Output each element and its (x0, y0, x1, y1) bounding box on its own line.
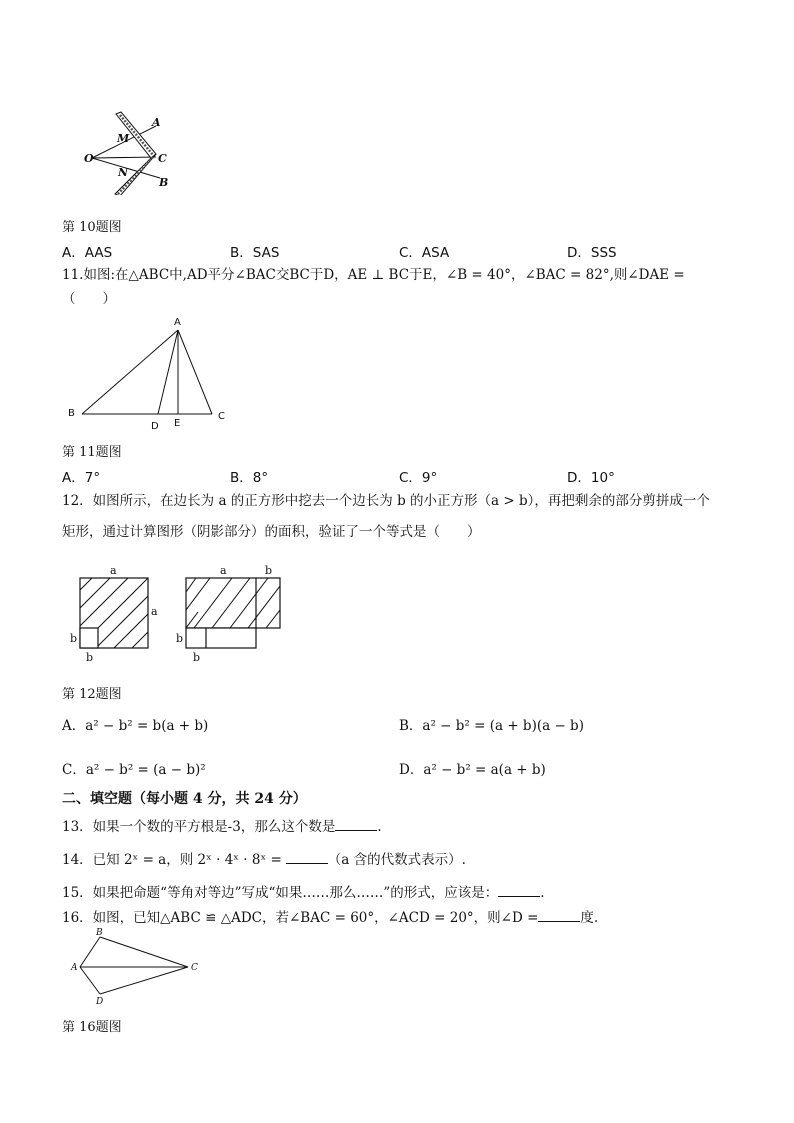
q14-answer-blank[interactable] (286, 849, 328, 864)
fig12-label-b-bottom-left: b (86, 651, 94, 664)
q11-option-d: D．10° (567, 470, 615, 486)
fig10-label-c: C (158, 152, 167, 165)
q14-text-pre: 14．已知 2ˣ = a，则 2ˣ · 4ˣ · 8ˣ = (62, 852, 282, 868)
fig12-right-rectangle (186, 578, 280, 648)
fig12-label-b-top-right: b (265, 564, 273, 577)
q12-option-c: C．a² − b² = (a − b)² (62, 762, 206, 778)
q15-text-pre: 15．如果把命题“等角对等边”写成“如果……那么……”的形式，应该是： (62, 885, 499, 901)
fig11-bisector-ad (158, 330, 178, 414)
q14-text (62, 849, 466, 869)
fig16-side-dc (100, 967, 188, 994)
q16-text-post: 度. (580, 910, 599, 926)
q11-option-c: C．9° (399, 470, 438, 486)
fig16-label-d: D (96, 997, 104, 1007)
figure-12 (62, 560, 292, 670)
fig11-label-b: B (68, 408, 75, 419)
fig16-label-a: A (71, 963, 78, 973)
fig12-label-b-side-right: b (176, 632, 184, 645)
fig12-label-b-bottom-right: b (193, 651, 201, 664)
fig12-label-b-side-left: b (70, 632, 78, 645)
fig11-label-a: A (174, 317, 181, 328)
q10-option-c: C．ASA (399, 245, 450, 261)
q12-option-a: A．a² − b² = b(a + b) (62, 718, 209, 734)
fig10-caption: 第 10题图 (62, 220, 122, 235)
q10-option-d: D．SSS (567, 245, 617, 261)
q11-option-a: A．7° (62, 470, 101, 486)
q15-text (62, 882, 545, 902)
fig10-ray-oc (92, 157, 156, 158)
q11-text-line2: （ ） (62, 291, 116, 307)
fig11-label-d: D (151, 421, 159, 432)
fig12-left-square (80, 578, 148, 648)
section-2-title: 二、填空题（每小题 4 分，共 24 分） (62, 791, 307, 807)
fig16-label-b: B (96, 928, 103, 938)
fig10-label-n: N (118, 166, 129, 179)
q11-option-b: B．8° (230, 470, 269, 486)
figure-16 (66, 928, 206, 1010)
fig16-side-bc (100, 937, 188, 967)
fig11-caption: 第 11题图 (62, 445, 122, 460)
fig12-label-a-top-left: a (110, 564, 117, 577)
fig16-side-ad (80, 967, 100, 994)
q16-text (62, 907, 598, 927)
fig12-label-a-side: a (151, 605, 158, 618)
q10-option-b: B．SAS (230, 245, 280, 261)
q13-text-post: . (377, 819, 382, 835)
q13-text (62, 816, 382, 836)
q10-option-a: A．AAS (62, 245, 113, 261)
q15-text-post: . (540, 885, 545, 901)
fig12-caption: 第 12题图 (62, 687, 122, 702)
fig11-label-e: E (174, 418, 181, 429)
q13-answer-blank[interactable] (335, 816, 377, 831)
q15-answer-blank[interactable] (498, 882, 540, 897)
q16-text-pre: 16．如图，已知△ABC ≌ △ADC，若∠BAC = 60°，∠ACD = 20°，则∠D = (62, 910, 539, 926)
figure-11 (62, 312, 242, 434)
q12-option-d: D．a² − b² = a(a + b) (399, 762, 546, 778)
fig16-label-c: C (191, 963, 198, 973)
q13-text-pre: 13．如果一个数的平方根是-3，那么这个数是 (62, 819, 336, 835)
fig10-label-b: B (159, 176, 169, 189)
fig10-label-o: O (84, 152, 94, 165)
fig12-cut-square (80, 628, 98, 648)
q12-text-line1: 12．如图所示，在边长为 a 的正方形中挖去一个边长为 b 的小正方形（a > b），再把剩余的部分剪拼成一个 (62, 493, 710, 509)
fig16-caption: 第 16题图 (62, 1020, 122, 1035)
fig10-label-a: A (152, 116, 161, 129)
fig10-label-m: M (117, 132, 130, 145)
fig11-side-ac (178, 330, 212, 414)
fig11-label-c: C (218, 411, 225, 422)
q12-option-b: B．a² − b² = (a + b)(a − b) (399, 718, 584, 734)
q14-text-post: （a 含的代数式表示）. (327, 852, 466, 868)
q11-text-line1: 11.如图:在△ABC中,AD平分∠BAC交BC于D，AE ⊥ BC于E，∠B = 40°，∠BAC = 82°,则∠DAE = (62, 267, 685, 283)
q12-text-line2: 矩形，通过计算图形（阴影部分）的面积，验证了一个等式是（ ） (62, 524, 481, 540)
fig16-side-ab (80, 937, 100, 967)
q16-answer-blank[interactable] (538, 907, 580, 922)
figure-10 (80, 110, 180, 195)
fig12-label-a-top-right: a (220, 564, 227, 577)
fig11-side-ab (82, 330, 178, 414)
